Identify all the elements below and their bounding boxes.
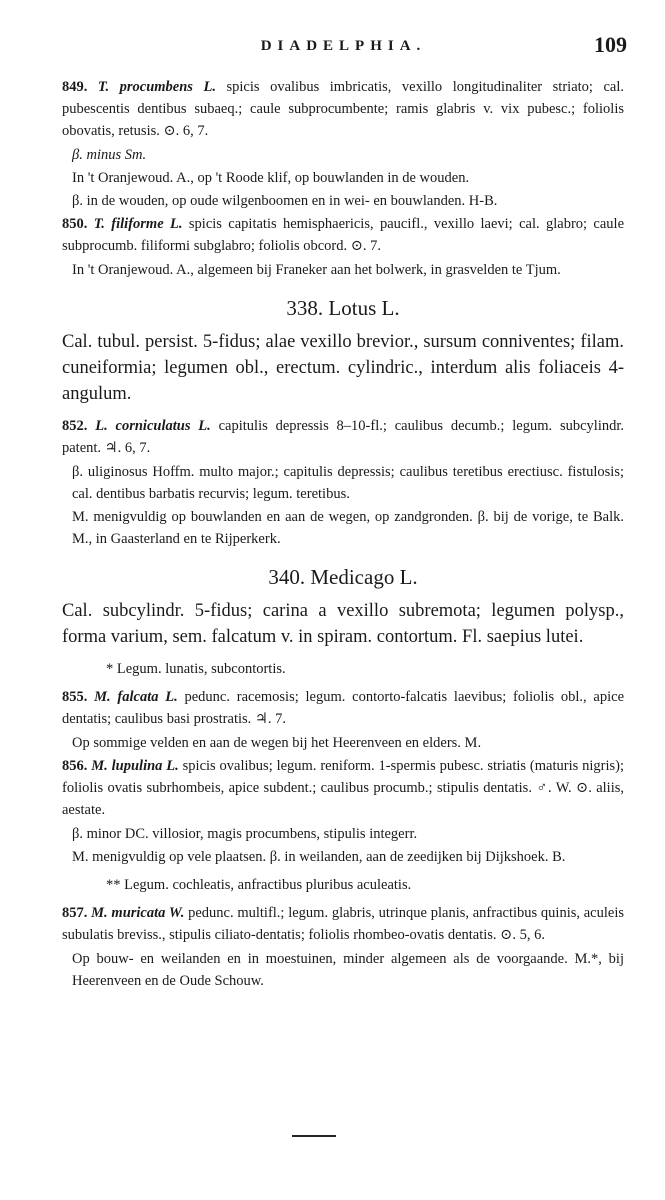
species-diagnosis: spicis ovalibus; legum. reniform. 1-spermis pubesc. striatis (maturis nigris); foliolis ovatis subrhombeis, apice subdent.; caulibus procumb.; stipulis dentatis. ♂. W. ⊙. aliis, aestate. <box>62 758 624 818</box>
locality-line: Op bouw- en weilanden en in moestuinen, minder algemeen als de voorgaande. M.*, bij Heerenveen en de Oude Schouw. <box>72 951 624 989</box>
entry-number: 850. <box>62 216 88 232</box>
species-name: M. muricata W. <box>91 905 185 921</box>
running-title: DIADELPHIA. <box>260 38 427 54</box>
species-entry-852 <box>62 415 624 459</box>
page-content <box>62 76 624 993</box>
species-diagnosis: capitulis depressis 8–10-fl.; caulibus decumb.; legum. subcylindr. patent. ♃. 6, 7. <box>62 418 624 456</box>
species-entry-855 <box>62 686 624 730</box>
variety-line: β. minor DC. villosior, magis procumbens, stipulis integerr. <box>72 826 418 842</box>
section-heading: ** Legum. cochleatis, anfractibus pluribus aculeatis. <box>106 877 412 893</box>
species-entry-856 <box>62 755 624 821</box>
genus-heading: 338. Lotus L. <box>286 296 400 320</box>
entry-number: 856. <box>62 758 88 774</box>
species-diagnosis: pedunc. multifl.; legum. glabris, utrinque planis, anfractibus quinis, aculeis subulatis breviss., stipulis ciliato-dentatis; foliolis rhombeo-ovatis dentatis. ⊙. 5, 6. <box>62 905 624 943</box>
species-name: T. filiforme L. <box>93 216 183 232</box>
locality-line: In 't Oranjewoud. A., algemeen bij Franeker aan het bolwerk, in grasvelden te Tjum. <box>72 262 561 278</box>
closing-rule <box>292 1135 336 1137</box>
genus-description: Cal. subcylindr. 5-fidus; carina a vexillo subremota; legumen polysp., forma varium, sem. falcatum v. in spiram. contortum. Fl. saepius lutei. <box>62 601 624 647</box>
running-head <box>60 32 627 62</box>
species-diagnosis: spicis ovalibus imbricatis, vexillo longitudinaliter striato; cal. pubescentis dentibus subaeq.; caule subprocumbente; ramis glabris v. vix pubesc.; foliolis obovatis, retusis. ⊙. 6, 7. <box>62 79 625 139</box>
locality-line: Op sommige velden en aan de wegen bij het Heerenveen en elders. M. <box>72 735 482 751</box>
locality-line: β. in de wouden, op oude wilgenboomen en in wei- en bouwlanden. H-B. <box>72 193 498 209</box>
section-heading: * Legum. lunatis, subcontortis. <box>106 661 286 677</box>
species-diagnosis: spicis capitatis hemisphaericis, paucifl., vexillo laevi; cal. glabro; caule subprocumb. filiformi subglabro; foliolis obcord. ⊙. 7. <box>62 216 625 254</box>
species-name: T. procumbens L. <box>97 79 216 95</box>
variety-line: β. uliginosus Hoffm. multo major.; capitulis depressis; caulibus teretibus erectiusc. fistulosis; cal. dentibus barbatis recurvis; legum. teretibus. <box>72 464 624 502</box>
locality-line: M. menigvuldig op vele plaatsen. β. in weilanden, aan de zeedijken bij Dijkshoek. B. <box>72 849 566 865</box>
entry-number: 855. <box>62 689 88 705</box>
page-number: 109 <box>594 32 627 57</box>
locality-line: In 't Oranjewoud. A., op 't Roode klif, op bouwlanden in de wouden. <box>72 170 470 186</box>
species-entry-857 <box>62 902 624 946</box>
species-name: M. falcata L. <box>94 689 178 705</box>
locality-line: M. menigvuldig op bouwlanden en aan de wegen, op zandgronden. β. bij de vorige, te Balk. M., in Gaasterland en te Rijperkerk. <box>72 509 624 547</box>
species-diagnosis: pedunc. racemosis; legum. contorto-falcatis laevibus; foliolis obl., apice dentatis; caulibus basi prostratis. ♃. 7. <box>62 689 625 727</box>
entry-number: 852. <box>62 418 88 434</box>
genus-heading: 340. Medicago L. <box>268 565 418 589</box>
species-entry-850 <box>62 213 624 257</box>
entry-number: 857. <box>62 905 88 921</box>
entry-number: 849. <box>62 79 88 95</box>
species-name: M. lupulina L. <box>91 758 179 774</box>
variety-line: β. minus Sm. <box>72 147 147 163</box>
species-name: L. corniculatus L. <box>95 418 211 434</box>
genus-description: Cal. tubul. persist. 5-fidus; alae vexillo brevior., sursum conniventes; filam. cuneiformia; legumen obl., erectum. cylindric., interdum alis foliaceis 4-angulum. <box>62 332 624 404</box>
species-entry-849 <box>62 76 624 142</box>
